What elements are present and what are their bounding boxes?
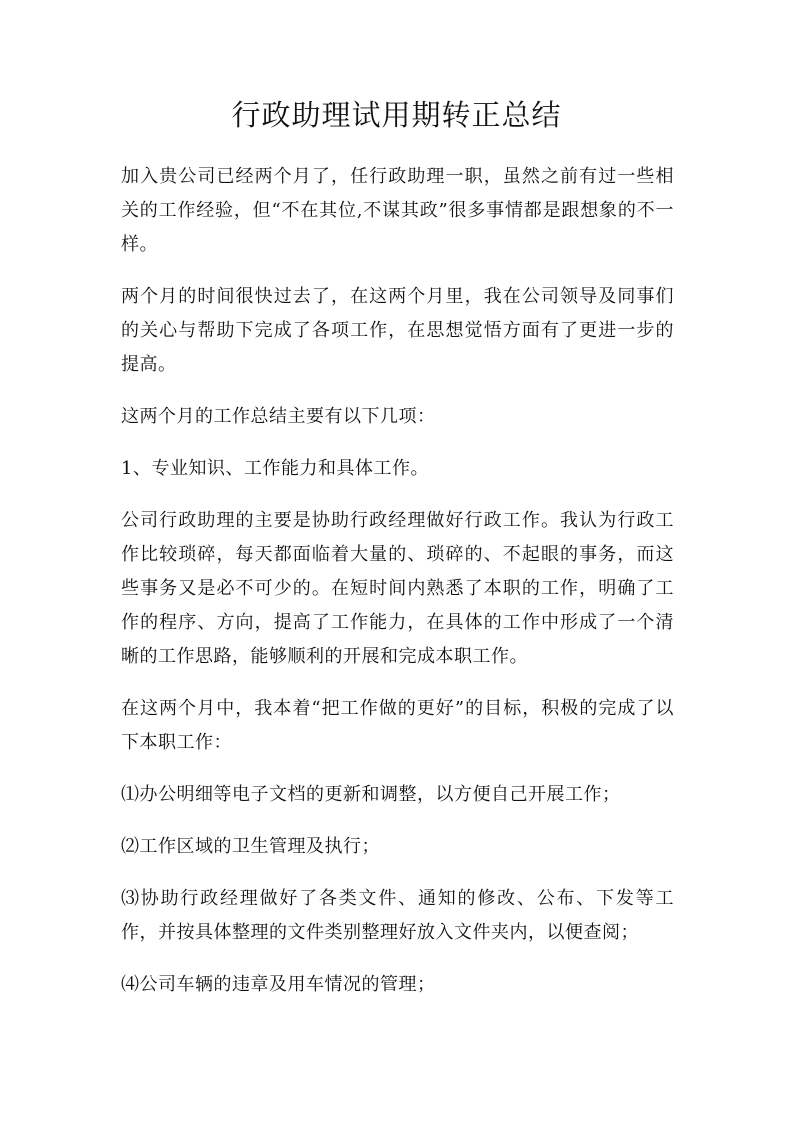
document-title: 行政助理试用期转正总结	[231, 98, 562, 132]
document-body	[121, 160, 674, 1020]
paragraph-summary-lead: 这两个月的工作总结主要有以下几项：	[121, 406, 436, 427]
list-item-2: ⑵工作区域的卫生管理及执行；	[121, 836, 380, 857]
paragraph-two-months: 两个月的时间很快过去了，在这两个月里，我在公司领导及同事们的关心与帮助下完成了各项工作，在思想觉悟方面有了更进一步的提高。	[121, 286, 674, 375]
list-item-3: ⑶协助行政经理做好了各类文件、通知的修改、公布、下发等工作，并按具体整理的文件类别整理好放入文件夹内，以便查阅；	[121, 888, 674, 943]
list-item-1: ⑴办公明细等电子文档的更新和调整，以方便自己开展工作；	[121, 784, 621, 805]
section-heading-1: 1、专业知识、工作能力和具体工作。	[121, 458, 429, 479]
paragraph-intro: 加入贵公司已经两个月了，任行政助理一职，虽然之前有过一些相关的工作经验，但“不在其位,不谋其政”很多事情都是跟想象的不一样。	[121, 166, 674, 255]
paragraph-goal: 在这两个月中，我本着“把工作做的更好”的目标，积极的完成了以下本职工作：	[121, 698, 674, 753]
paragraph-duties: 公司行政助理的主要是协助行政经理做好行政工作。我认为行政工作比较琐碎，每天都面临着大量的、琐碎的、不起眼的事务，而这些事务又是必不可少的。在短时间内熟悉了本职的工作，明确了工作的程序、方向，提高了工作能力，在具体的工作中形成了一个清晰的工作思路，能够顺利的开展和完成本职工作。	[121, 510, 674, 667]
list-item-4: ⑷公司车辆的违章及用车情况的管理；	[121, 974, 436, 995]
